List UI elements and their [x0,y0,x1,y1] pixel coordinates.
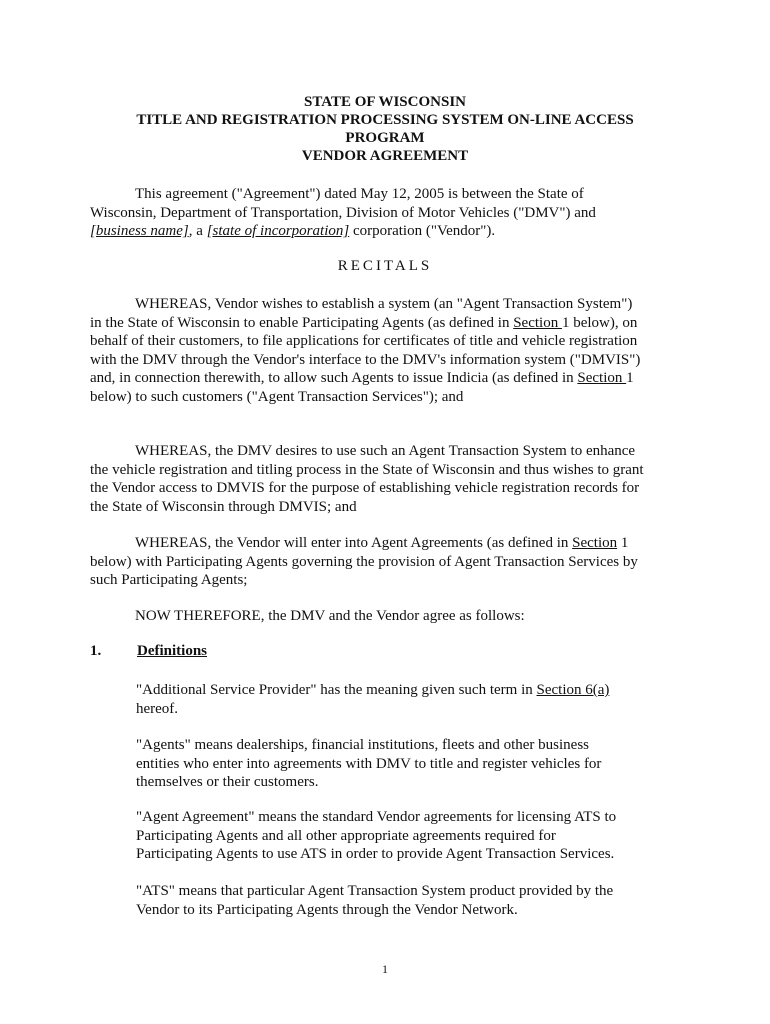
definition-agents: "Agents" means dealerships, financial institutions, fleets and other business entities who enter into agreements with DMV to title and register vehicles for themselves or their customers. [136,737,602,791]
section-title: Definitions [137,643,208,659]
whereas1-text-3: 1 below) to such customers ("Agent Transaction Services"); and [90,370,634,405]
now-therefore-paragraph: NOW THEREFORE, the DMV and the Vendor agree as follows: [135,608,525,624]
state-of-incorporation-placeholder: [state of incorporation] [206,223,350,240]
definition-ats: "ATS" means that particular Agent Transaction System product provided by the Vendor to its Participating Agents through the Vendor Network. [136,883,614,918]
section-reference-link[interactable]: Section [577,370,627,387]
section-reference-link[interactable]: Section [572,535,618,551]
document-title [60,93,710,165]
intro-paragraph [90,185,645,241]
definition-1-text-2: hereof. [136,700,179,717]
definition-additional-service-provider [136,681,636,718]
whereas-paragraph-1 [90,295,645,407]
whereas-paragraph-3 [90,534,645,590]
whereas3-text-1: WHEREAS, the Vendor will enter into Agent Agreements (as defined in [135,535,573,551]
intro-text-2: , a [188,223,207,240]
whereas-paragraph-2: WHEREAS, the DMV desires to use such an Agent Transaction System to enhance the vehicle registration and titling process in the State of Wisconsin and thus wishes to grant the Vendor access to DMVIS for the purpose of establishing vehicle registration records for the State of Wisconsin through DMVIS; and [90,443,644,515]
intro-text-3: corporation ("Vendor"). [349,223,496,240]
section-1-heading [90,643,207,660]
definition-agent-agreement: "Agent Agreement" means the standard Vendor agreements for licensing ATS to Participating Agents and all other appropriate agreements required for Participating Agents to use ATS in order to provide Agent Transaction Services. [136,809,617,863]
intro-text-1: This agreement ("Agreement") dated May 12, 2005 is between the State of Wisconsin, Department of Transportation, Division of Motor Vehicles ("DMV") and [90,186,596,221]
title-line-4: VENDOR AGREEMENT [301,148,469,164]
whereas1-text-2: 1 below), on behalf of their customers, to file applications for certificates of title and vehicle registration with the DMV through the Vendor's interface to the DMV's information system ("DMVIS") and, in connection therewith, to allow such Agents to issue Indicia (as defined in [90,314,641,387]
title-line-3: PROGRAM [345,130,425,146]
definition-1-text-1: "Additional Service Provider" has the meaning given such term in [136,682,537,698]
business-name-placeholder: [business name] [90,223,189,240]
whereas3-text-2: 1 below) with Participating Agents governing the provision of Agent Transaction Services by such Participating Agents; [90,535,638,589]
title-line-1: STATE OF WISCONSIN [304,94,466,110]
section-reference-link[interactable]: Section 6(a) [536,682,610,698]
page-number: 1 [382,962,388,976]
recitals-heading: RECITALS [337,258,433,274]
title-line-2: TITLE AND REGISTRATION PROCESSING SYSTEM ON-LINE ACCESS [136,112,634,128]
section-reference-link[interactable]: Section [513,314,562,331]
section-number: 1. [90,643,102,659]
whereas1-text-1: WHEREAS, Vendor wishes to establish a system (an "Agent Transaction System") in the State of Wisconsin to enable Participating Agents (as defined in [90,296,633,331]
